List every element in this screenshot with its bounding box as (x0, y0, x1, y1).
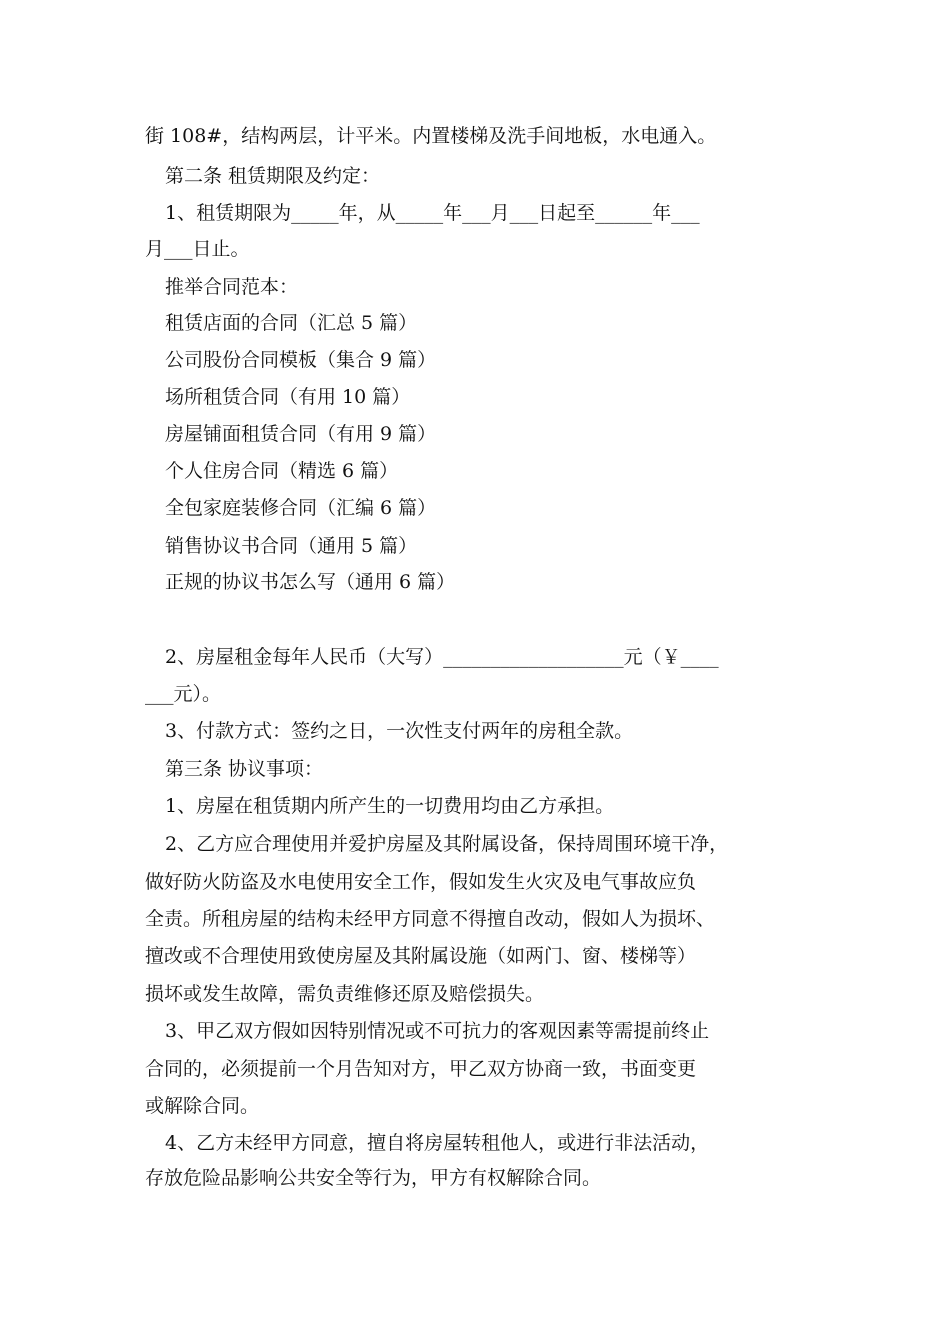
recommend-link[interactable]: 个人住房合同（精选 6 篇） (165, 460, 399, 482)
recommend-heading: 推举合同范本： (165, 276, 299, 298)
text-line: 擅改或不合理使用致使房屋及其附属设施（如两门、窗、楼梯等） (145, 945, 697, 967)
text-line: 1、租赁期限为_____年，从_____年___月___日起至______年___ (165, 202, 700, 224)
text-line: 2、房屋租金每年人民币（大写）___________________元（￥____ (165, 646, 719, 668)
text-line: 做好防火防盗及水电使用安全工作，假如发生火灾及电气事故应负 (145, 871, 697, 893)
recommend-link[interactable]: 房屋铺面租赁合同（有用 9 篇） (165, 423, 437, 445)
text-line: 合同的，必须提前一个月告知对方，甲乙双方协商一致，书面变更 (145, 1058, 697, 1080)
recommend-link[interactable]: 全包家庭装修合同（汇编 6 篇） (165, 497, 437, 519)
text-line: 1、房屋在租赁期内所产生的一切费用均由乙方承担。 (165, 795, 615, 817)
text-line: 3、甲乙双方假如因特别情况或不可抗力的客观因素等需提前终止 (165, 1020, 710, 1042)
text-line: 存放危险品影响公共安全等行为，甲方有权解除合同。 (145, 1167, 602, 1189)
text-line: 街 108#，结构两层，计平米。内置楼梯及洗手间地板，水电通入。 (145, 125, 717, 147)
text-line: 月___日止。 (145, 238, 250, 260)
recommend-link[interactable]: 场所租赁合同（有用 10 篇） (165, 386, 411, 408)
section-heading: 第三条 协议事项： (165, 758, 324, 780)
text-line: 3、付款方式：签约之日，一次性支付两年的房租全款。 (165, 720, 634, 742)
text-line: 损坏或发生故障，需负责维修还原及赔偿损失。 (145, 983, 545, 1005)
text-line: 4、乙方未经甲方同意，擅自将房屋转租他人，或进行非法活动， (165, 1132, 710, 1154)
section-heading: 第二条 租赁期限及约定： (165, 165, 381, 187)
recommend-link[interactable]: 公司股份合同模板（集合 9 篇） (165, 349, 437, 371)
text-line: ___元）。 (145, 683, 222, 705)
text-line: 或解除合同。 (145, 1095, 260, 1117)
text-line: 全责。所租房屋的结构未经甲方同意不得擅自改动，假如人为损坏、 (145, 908, 716, 930)
recommend-link[interactable]: 租赁店面的合同（汇总 5 篇） (165, 312, 418, 334)
recommend-link[interactable]: 正规的协议书怎么写（通用 6 篇） (165, 571, 456, 593)
text-line: 2、乙方应合理使用并爱护房屋及其附属设备，保持周围环境干净， (165, 833, 729, 855)
recommend-link[interactable]: 销售协议书合同（通用 5 篇） (165, 535, 418, 557)
